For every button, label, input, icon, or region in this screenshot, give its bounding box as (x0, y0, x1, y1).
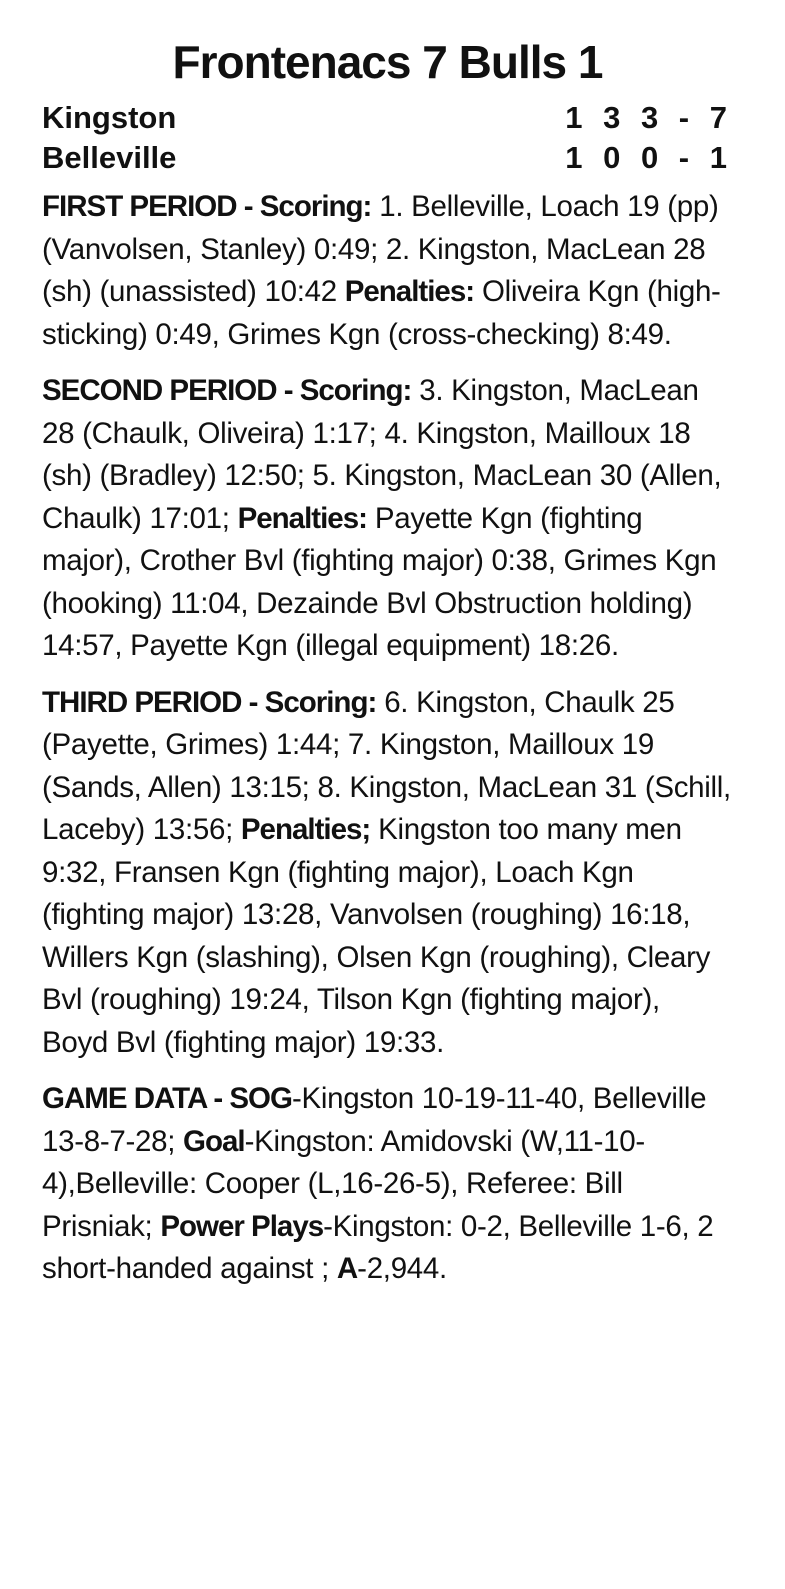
power-plays-label: Power Plays (160, 1209, 324, 1243)
game-data-section (42, 1078, 733, 1291)
third-period-scoring: 6. Kingston, Chaulk 25 (Payette, Grimes) 1:44; 7. Kingston, Mailloux 19 (Sands, Allen) 13:15; 8. Kingston, MacLean 31 (Schill, Laceby) 13:56; (42, 685, 731, 846)
goal-label: Goal (183, 1124, 245, 1158)
linescore-row-belleville (42, 138, 733, 178)
linescore-row-kingston (42, 98, 733, 138)
third-period-penalties-label: Penalties; (240, 813, 371, 846)
second-period-section (42, 370, 733, 668)
first-period-scoring: 1. Belleville, Loach 19 (pp) (Vanvolsen, Stanley) 0:49; 2. Kingston, MacLean 28 (sh) (unassisted) 10:42 (42, 190, 719, 308)
power-plays: -Kingston: 0-2, Belleville 1-6, 2 short-handed against ; (42, 1209, 714, 1285)
third-period-penalties: Kingston too many men 9:32, Fransen Kgn (fighting major), Loach Kgn (fighting major) 13:28, Vanvolsen (roughing) 16:18, Willers Kgn (slashing), Olsen Kgn (roughing), Cleary Bvl (roughing) 19:24, Tilson Kgn (fighting major), Boyd Bvl (fighting major) 19:33. (42, 813, 711, 1059)
period-scores: 1 0 0 - 1 (565, 140, 733, 175)
first-period-section (42, 186, 733, 356)
team-name: Kingston (42, 100, 177, 135)
second-period-penalties-label: Penalties: (237, 501, 367, 535)
attendance: -2,944. (357, 1252, 447, 1285)
attendance-label: A (336, 1252, 358, 1285)
third-period-heading: THIRD PERIOD - Scoring: (42, 685, 377, 719)
period-scores: 1 3 3 - 7 (565, 100, 733, 135)
first-period-penalties: Oliveira Kgn (high-sticking) 0:49, Grimes Kgn (cross-checking) 8:49. (42, 275, 721, 351)
first-period-heading: FIRST PERIOD - Scoring: (42, 190, 372, 223)
linescore-table (42, 98, 733, 178)
second-period-heading: SECOND PERIOD - Scoring: (42, 374, 412, 407)
third-period-section (42, 682, 733, 1065)
game-data-heading: GAME DATA - SOG (42, 1082, 292, 1115)
headline: Frontenacs 7 Bulls 1 (172, 36, 603, 88)
first-period-penalties-label: Penalties: (344, 275, 475, 308)
shots-on-goal: -Kingston 10-19-11-40, Belleville 13-8-7-28; (42, 1082, 707, 1158)
second-period-penalties: Payette Kgn (fighting major), Crother Bvl (fighting major) 0:38, Grimes Kgn (hooking) 11:04, Dezainde Bvl Obstruction holding) 14:57, Payette Kgn (illegal equipment) 18:26. (42, 501, 717, 662)
second-period-scoring: 3. Kingston, MacLean 28 (Chaulk, Oliveira) 1:17; 4. Kingston, Mailloux 18 (sh) (Bradley) 12:50; 5. Kingston, MacLean 30 (Allen, Chaulk) 17:01; (42, 374, 722, 535)
goaltenders: -Kingston: Amidovski (W,11-10-4),Belleville: Cooper (L,16-26-5), Referee: Bill Prisniak; (42, 1124, 645, 1243)
team-name: Belleville (42, 140, 177, 175)
